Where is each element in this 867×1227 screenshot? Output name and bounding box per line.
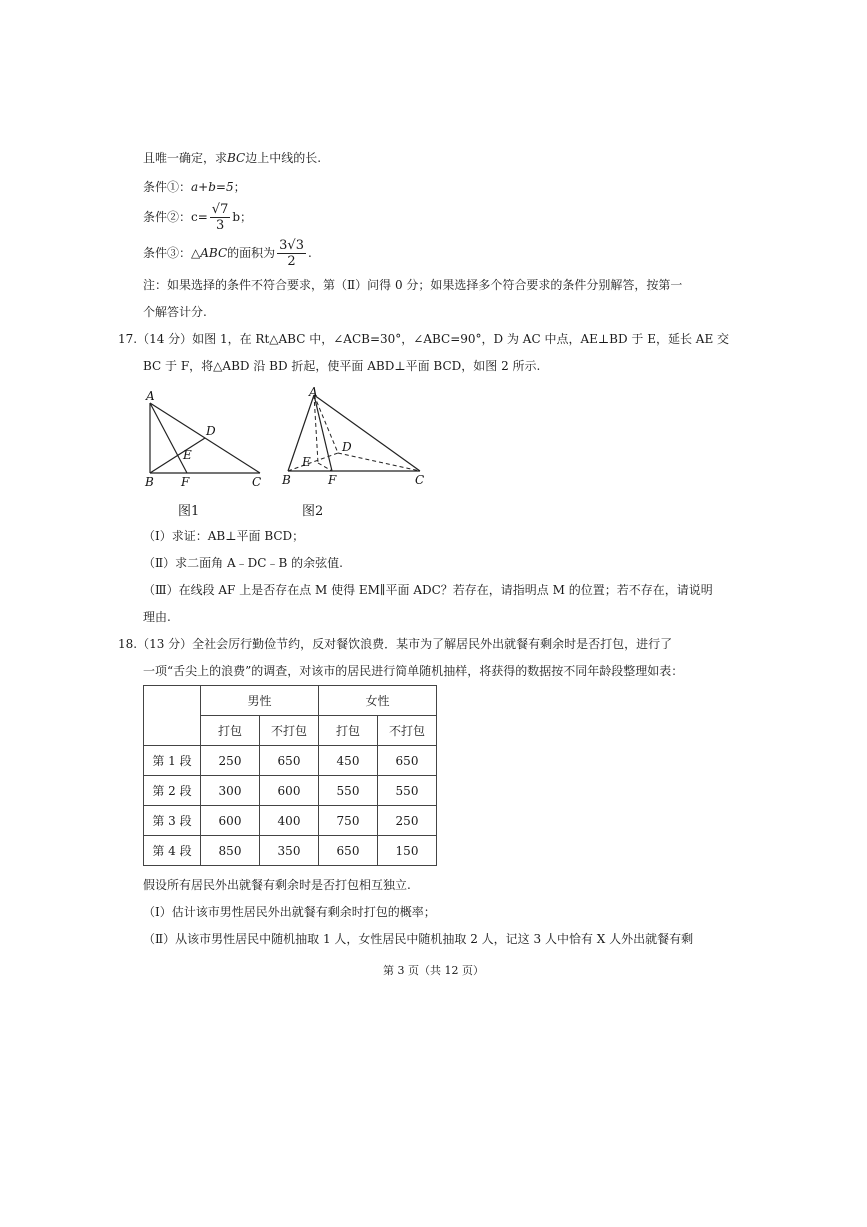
table-cell: 400 xyxy=(260,806,319,836)
table-cell: 300 xyxy=(201,776,260,806)
figure-2-caption: 图2 xyxy=(302,504,324,519)
cond2-post: b； xyxy=(232,210,253,224)
table-row-label: 第 2 段 xyxy=(144,776,201,806)
cond3-mid: 的面积为 xyxy=(227,246,276,260)
fig1-edge-af xyxy=(150,403,187,473)
q17-line2: BC 于 F，将△ABD 沿 BD 折起，使平面 ABD⊥平面 BCD，如图 2 所示. xyxy=(143,359,541,373)
figure-1-caption: 图1 xyxy=(178,504,200,519)
cond1-expr: a+b=5 xyxy=(191,180,234,194)
table-header-female-pack: 打包 xyxy=(319,716,378,746)
figure-1 xyxy=(143,388,273,488)
cond3-fraction xyxy=(277,238,306,269)
table-cell: 150 xyxy=(378,836,437,866)
table-header-male: 男性 xyxy=(201,686,319,716)
table-cell: 550 xyxy=(319,776,378,806)
q16-bc: BC xyxy=(227,151,246,165)
table-corner-cell xyxy=(144,686,201,746)
q17-part1: （Ⅰ）求证：AB⊥平面 BCD； xyxy=(143,529,305,543)
cond2-label: 条件②： xyxy=(143,210,192,224)
table-row-label: 第 1 段 xyxy=(144,746,201,776)
table-header-female-nopack: 不打包 xyxy=(378,716,437,746)
table-cell: 600 xyxy=(260,776,319,806)
fig2-label-e: E xyxy=(302,455,311,469)
cond3-num: 3√3 xyxy=(279,238,304,253)
figure-2 xyxy=(280,385,430,485)
table-row xyxy=(144,776,437,806)
q17-line1: 17.（14 分）如图 1，在 Rt△ABC 中，∠ACB=30°，∠ABC=90°，D 为 AC 中点，AE⊥BD 于 E，延长 AE 交 xyxy=(118,332,730,346)
q18-part1: （Ⅰ）估计该市男性居民外出就餐有剩余时打包的概率； xyxy=(143,905,436,919)
q18-part2: （Ⅱ）从该市男性居民中随机抽取 1 人，女性居民中随机抽取 2 人，记这 3 人中恰有 X 人外出就餐有剩 xyxy=(143,932,694,946)
q18-assumption: 假设所有居民外出就餐有剩余时是否打包相互独立. xyxy=(143,878,411,892)
table-header-row-1 xyxy=(144,686,437,716)
fig2-label-b: B xyxy=(282,473,291,485)
survey-table xyxy=(143,685,437,866)
table-cell: 650 xyxy=(378,746,437,776)
table-row xyxy=(144,806,437,836)
q17-part3-line1: （Ⅲ）在线段 AF 上是否存在点 M 使得 EM∥平面 ADC？若存在，请指明点 M 的位置；若不存在，请说明 xyxy=(143,583,713,597)
cond3-den: 2 xyxy=(287,254,296,269)
cond2-den: 3 xyxy=(215,218,225,233)
cond2-num: √7 xyxy=(211,202,229,217)
page-footer: 第 3 页（共 12 页） xyxy=(383,964,484,977)
table-row-label: 第 3 段 xyxy=(144,806,201,836)
q16-condition-2 xyxy=(143,200,252,234)
cond2-fraction xyxy=(210,202,231,233)
fig2-label-c: C xyxy=(415,473,425,485)
q16-tail-text2: 边上中线的长. xyxy=(245,151,322,165)
table-cell: 600 xyxy=(201,806,260,836)
table-header-female: 女性 xyxy=(319,686,437,716)
q16-note-line2: 个解答计分. xyxy=(143,305,207,319)
fig2-label-d: D xyxy=(342,440,352,454)
table-row xyxy=(144,836,437,866)
table-cell: 250 xyxy=(378,806,437,836)
fig1-label-b: B xyxy=(145,475,154,488)
table-cell: 750 xyxy=(319,806,378,836)
table-row xyxy=(144,746,437,776)
table-cell: 550 xyxy=(378,776,437,806)
q18-line1: 18.（13 分）全社会厉行勤俭节约，反对餐饮浪费．某市为了解居民外出就餐有剩余时是否打包，进行了 xyxy=(118,637,673,651)
fig2-label-a: A xyxy=(309,385,318,399)
table-header-male-pack: 打包 xyxy=(201,716,260,746)
cond2-pre: c= xyxy=(191,210,208,224)
table-row-label: 第 4 段 xyxy=(144,836,201,866)
cond1-end: ； xyxy=(233,180,246,194)
fig2-label-f: F xyxy=(328,473,337,485)
cond1-label: 条件①： xyxy=(143,180,192,194)
fig1-label-e: E xyxy=(183,448,192,462)
q16-condition-1 xyxy=(143,179,246,195)
table-cell: 350 xyxy=(260,836,319,866)
fig1-label-d: D xyxy=(206,424,216,438)
q18-line2: 一项“舌尖上的浪费”的调查，对该市的居民进行简单随机抽样，将获得的数据按不同年龄段整理如表： xyxy=(143,664,684,678)
table-cell: 450 xyxy=(319,746,378,776)
cond3-end: . xyxy=(307,246,312,260)
q17-part3-line2: 理由. xyxy=(143,610,171,624)
table-header-male-nopack: 不打包 xyxy=(260,716,319,746)
cond3-label: 条件③：△ xyxy=(143,246,201,260)
fig1-label-a: A xyxy=(146,389,155,403)
fig1-label-f: F xyxy=(181,475,190,488)
table-cell: 650 xyxy=(260,746,319,776)
q16-note-line1: 注：如果选择的条件不符合要求，第（Ⅱ）问得 0 分；如果选择多个符合要求的条件分别解答，按第一 xyxy=(143,278,683,292)
q16-tail-text: 且唯一确定，求 xyxy=(143,151,228,165)
q17-part2: （Ⅱ）求二面角 A﹣DC﹣B 的余弦值. xyxy=(143,556,343,570)
table-cell: 650 xyxy=(319,836,378,866)
fig1-label-c: C xyxy=(252,475,262,488)
table-cell: 850 xyxy=(201,836,260,866)
q16-tail xyxy=(143,150,321,166)
fig2-edge-bd xyxy=(288,453,338,471)
cond3-abc: ABC xyxy=(200,246,228,260)
table-cell: 250 xyxy=(201,746,260,776)
q16-condition-3 xyxy=(143,236,312,270)
